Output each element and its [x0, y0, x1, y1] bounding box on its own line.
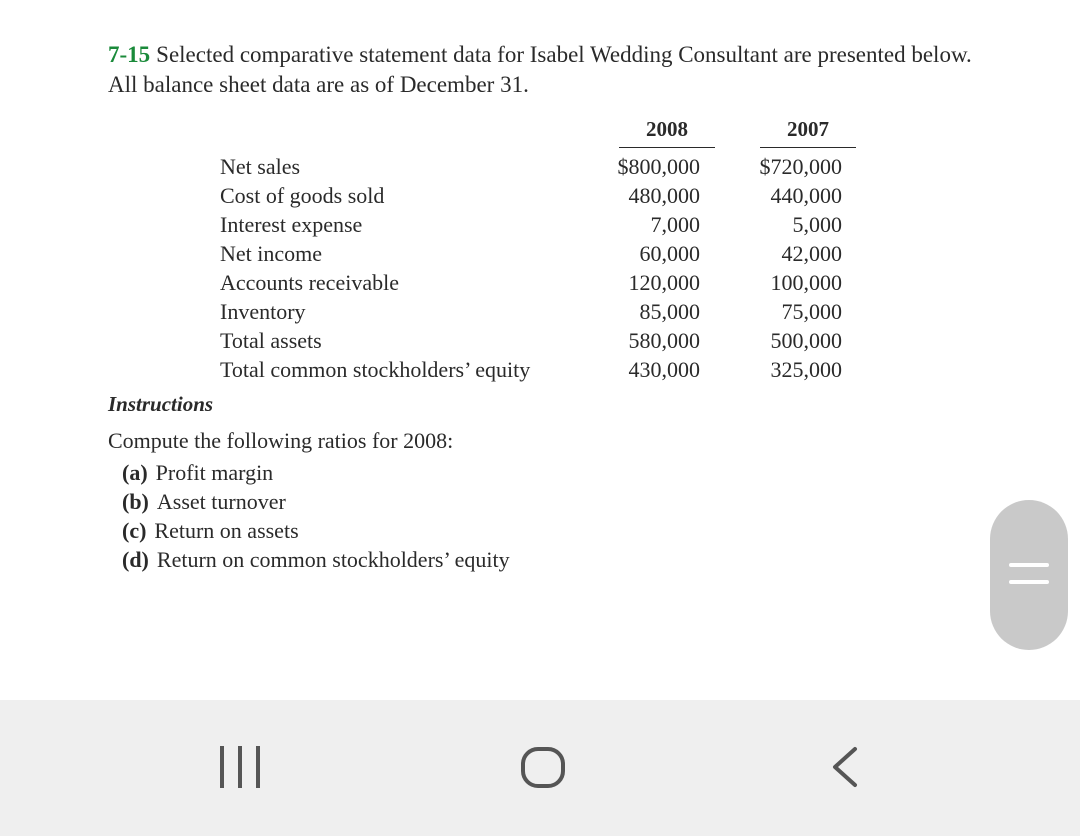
home-button[interactable]	[483, 700, 603, 836]
list-item	[122, 516, 510, 545]
row-label: Net income	[220, 241, 323, 266]
ratio-text: Asset turnover	[156, 489, 286, 514]
value-2007: 5,000	[792, 212, 842, 237]
value-2008: 60,000	[639, 241, 700, 266]
column-header-2007: 2007	[760, 117, 856, 148]
table-row	[220, 355, 860, 384]
ratio-letter: (b)	[122, 489, 149, 514]
row-label: Interest expense	[220, 212, 363, 237]
problem-line-1	[108, 40, 1008, 70]
instructions-heading: Instructions	[108, 392, 214, 416]
value-2008: 85,000	[639, 299, 700, 324]
table-row	[220, 210, 860, 239]
comparative-data-table	[220, 152, 860, 384]
problem-text-line-2: All balance sheet data are as of December 31.	[108, 72, 529, 97]
recent-apps-icon	[180, 700, 300, 836]
grip-line	[1009, 563, 1049, 567]
value-2008: 580,000	[628, 328, 700, 353]
value-2008: 430,000	[628, 357, 700, 382]
list-item	[122, 487, 510, 516]
home-icon	[483, 700, 603, 836]
ratio-letter: (d)	[122, 547, 149, 572]
ratio-text: Profit margin	[155, 460, 274, 485]
value-2008: 7,000	[650, 212, 700, 237]
row-label: Inventory	[220, 299, 306, 324]
row-label: Accounts receivable	[220, 270, 399, 295]
back-icon	[785, 700, 905, 836]
ratio-letter: (a)	[122, 460, 148, 485]
scroll-handle-icon[interactable]	[990, 500, 1068, 650]
ratio-letter: (c)	[122, 518, 147, 543]
table-row	[220, 181, 860, 210]
instructions-intro: Compute the following ratios for 2008:	[108, 428, 454, 453]
value-2007: 42,000	[781, 241, 842, 266]
value-2007: 75,000	[781, 299, 842, 324]
back-button[interactable]	[785, 700, 905, 836]
table-row	[220, 239, 860, 268]
grip-line	[1009, 580, 1049, 584]
table-row	[220, 268, 860, 297]
value-2008: 120,000	[628, 270, 700, 295]
list-item	[122, 545, 510, 574]
column-header-2008: 2008	[619, 117, 715, 148]
value-2007: 440,000	[770, 183, 842, 208]
table-row	[220, 326, 860, 355]
ratio-text: Return on common stockholders’ equity	[156, 547, 510, 572]
row-label: Total common stockholders’ equity	[220, 357, 531, 382]
list-item	[122, 458, 510, 487]
row-label: Total assets	[220, 328, 322, 353]
table-row	[220, 297, 860, 326]
ratio-list	[122, 458, 510, 574]
ratio-text: Return on assets	[154, 518, 299, 543]
row-label: Net sales	[220, 154, 301, 179]
recent-apps-button[interactable]	[180, 700, 300, 836]
value-2008: 480,000	[628, 183, 700, 208]
problem-statement	[108, 40, 1008, 100]
table-row	[220, 152, 860, 181]
value-2007: 500,000	[770, 328, 842, 353]
value-2007: $720,000	[759, 154, 842, 179]
value-2008: $800,000	[617, 154, 700, 179]
navigation-bar	[0, 700, 1080, 836]
row-label: Cost of goods sold	[220, 183, 385, 208]
value-2007: 325,000	[770, 357, 842, 382]
problem-text-line-1: Selected comparative statement data for Isabel Wedding Consultant are presented below.	[156, 42, 972, 67]
value-2007: 100,000	[770, 270, 842, 295]
problem-number: 7-15	[108, 42, 151, 67]
